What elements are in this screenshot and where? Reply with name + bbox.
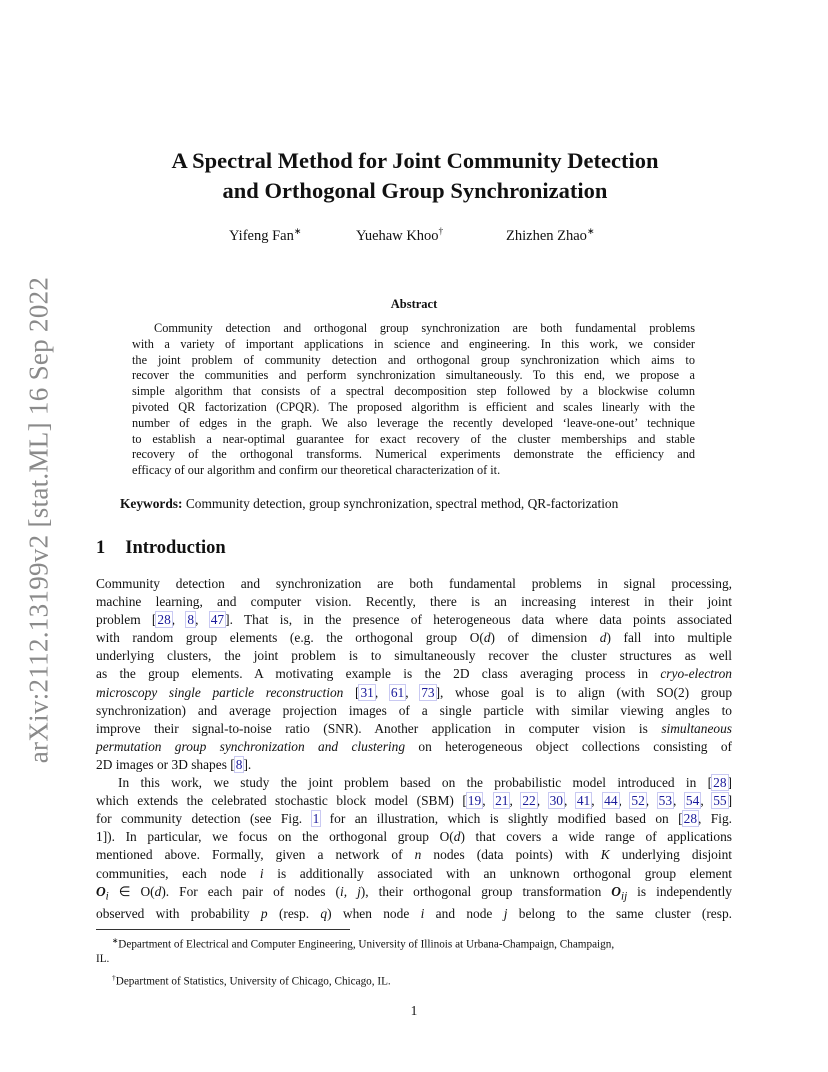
citation-link[interactable]: 30 [549,793,563,809]
citation-link[interactable]: 73 [421,684,435,700]
citation-link[interactable]: 22 [522,793,536,809]
abstract-line: Community detection and orthogonal group synchronization are both fundamental problems [154,321,695,335]
footnotes [96,934,732,989]
body-line: for community detection (see Fig. 1 for an illustration, which is slightly modified based on [28, Fig. [96,811,732,827]
arxiv-sidebar [14,250,64,790]
section-number: 1 [96,538,106,558]
body-text [96,575,732,923]
author-name: Yuehaw Khoo [356,227,439,244]
body-line: 2D images or 3D shapes [8]. [96,756,252,772]
body-line: observed with probability p (resp. q) when node i and node j belong to the same cluster (resp. [96,906,732,922]
body-line: 1]). In particular, we focus on the orthogonal group O(d) that covers a wide range of applications [96,829,732,845]
keywords-text: Community detection, group synchronization, spectral method, QR-factorization [185,496,619,511]
body-line: with random group elements (e.g. the orthogonal group O(d) of dimension d) fall into multiple [96,630,733,646]
section-title: Introduction [125,538,226,558]
author-mark: ∗ [293,226,302,236]
author-3 [506,226,594,245]
abstract-line: simple algorithm that consists of a spectral decomposition step followed by a blockwise column [132,384,695,399]
citation-link[interactable]: 8 [187,612,195,628]
body-line: $O_i$ ∈ O(d). For each pair of nodes (i, j), their orthogonal group transformation $O_{ij}$ is independently [96,883,732,903]
body-line: underlying clusters, the joint problem is to simultaneously recover the cluster structures as well [96,648,732,664]
citation-link[interactable]: 21 [495,793,509,809]
body-line: machine learning, and computer vision. Recently, there is an increasing interest in their joint [96,594,732,610]
title-line-1: A Spectral Method for Joint Community Detection [171,148,659,173]
abstract-line: with a variety of important applications in science and engineering. In this work, we consider [132,336,695,351]
abstract-line: efficacy of our algorithm and confirm our theoretical characterization of it. [132,463,501,478]
keywords-label: Keywords: [120,496,183,511]
footnote-mark: ∗ [112,936,119,945]
body-line: improve their signal-to-noise ratio (SNR). Another application in computer vision is simultaneous [96,720,732,736]
footnote-2 [96,971,732,989]
footnote-text: Department of Electrical and Computer Engineering, University of Illinois at Urbana-Champaign, Champaign, [118,938,615,951]
body-line: Community detection and synchronization are both fundamental problems in signal processing, [96,576,732,591]
body-line: In this work, we study the joint problem based on the probabilistic model introduced in [28] [118,775,732,791]
arxiv-identifier: arXiv:2112.13199v2 [stat.ML] 16 Sep 2022 [23,276,54,764]
citation-link[interactable]: 19 [467,793,482,809]
body-line: microscopy single particle reconstruction [31, 61, 73], whose goal is to align (with SO(2) group [96,684,733,700]
abstract-line: pivoted QR factorization (CPQR). The proposed algorithm is efficient and scales linearly with the [132,399,695,414]
footnote-mark: † [112,972,116,982]
page-number: 1 [410,1003,418,1018]
citation-link[interactable]: 28 [157,612,171,628]
citation-link[interactable]: 61 [390,684,405,700]
keywords [120,496,740,512]
citation-link[interactable]: 41 [576,793,591,809]
footnote-1 [96,934,732,952]
abstract-line: recovery of the orthogonal transforms. Numerical experiments demonstrate the efficiency and [132,447,695,462]
citation-link[interactable]: 8 [235,756,243,772]
abstract-line: number of edges in the graph. We also leverage the recently developed ‘leave-one-out’ technique [132,415,695,430]
body-line: which extends the celebrated stochastic block model (SBM) [19, 21, 22, 30, 41, 44, 52, 53, 54, 55] [96,793,733,809]
author-name: Yifeng Fan [229,227,294,244]
author-1 [229,226,301,245]
section-heading [96,538,226,559]
citation-link[interactable]: 44 [604,793,618,809]
body-line: as the group elements. A motivating example is the 2D class averaging process in cryo-electron [96,666,732,682]
title-line-2: and Orthogonal Group Synchronization [222,178,608,203]
citation-link[interactable]: 54 [685,793,700,809]
body-line: synchronization) and average projection images of a single particle with similar viewing angles to [96,702,732,718]
footnote-text: Department of Statistics, University of Chicago, Chicago, IL. [115,975,391,988]
abstract-line: to establish a near-optimal guarantee for exact recovery of the cluster memberships and stable [132,431,695,446]
abstract-body [132,321,695,479]
author-2 [356,226,443,245]
author-mark: † [438,226,444,236]
citation-link[interactable]: 55 [713,793,727,809]
abstract-line: recover the communities and perform synchronization simultaneously. To this end, we propose a [132,368,695,383]
abstract-heading: Abstract [390,297,438,311]
citation-link[interactable]: 28 [683,811,698,827]
citation-link[interactable]: 28 [713,775,727,791]
paper-title [60,146,770,206]
body-line: communities, each node i is additionally associated with an unknown orthogonal group element [96,865,733,881]
author-mark: ∗ [586,226,595,236]
citation-link[interactable]: 53 [658,793,673,809]
citation-link[interactable]: 31 [360,684,374,700]
body-line: mentioned above. Formally, given a network of n nodes (data points) with K underlying disjoint [96,847,733,863]
citation-link[interactable]: 47 [210,612,225,628]
citation-link[interactable]: 52 [631,793,645,809]
body-line: permutation group synchronization and clustering on heterogeneous object collections consisting of [96,738,732,754]
abstract-line: the joint problem of community detection and orthogonal group synchronization which aims to [132,352,695,367]
body-line: problem [28, 8, 47]. That is, in the presence of heterogeneous data where data points associated [96,612,732,628]
figure-link[interactable]: 1 [312,811,320,827]
footnote-1-cont: IL. [96,953,110,966]
author-name: Zhizhen Zhao [506,227,587,244]
footnote-rule [96,929,350,930]
